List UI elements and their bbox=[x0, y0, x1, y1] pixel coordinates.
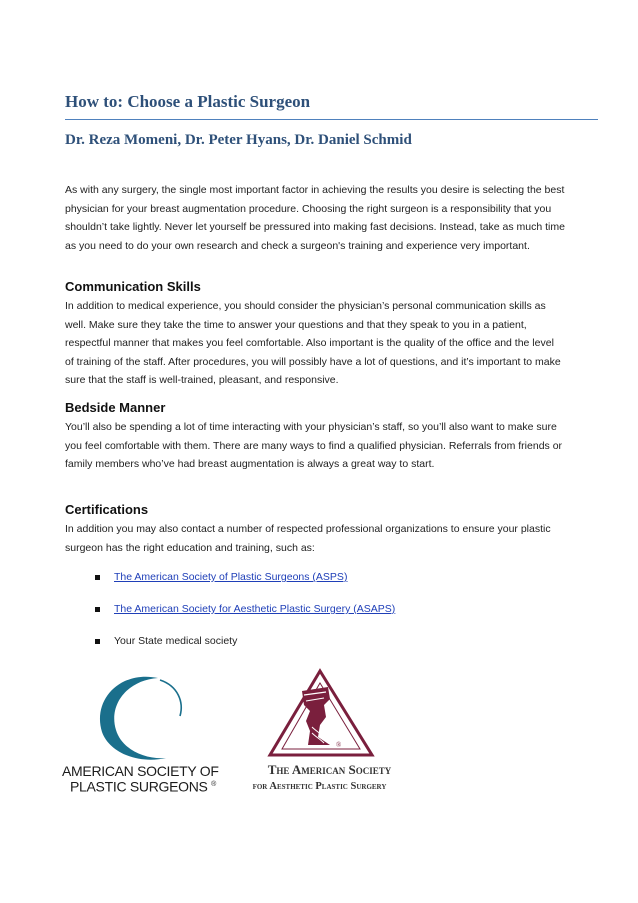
registered-mark: ® bbox=[211, 781, 217, 788]
asps-wordmark bbox=[62, 765, 222, 794]
heading-bedside-manner: Bedside Manner bbox=[65, 400, 166, 415]
square-bullet-icon bbox=[95, 575, 100, 580]
list-item bbox=[95, 632, 395, 650]
asps-logo bbox=[62, 672, 222, 794]
page-title: How to: Choose a Plastic Surgeon bbox=[65, 92, 311, 111]
state-medical-society-text: Your State medical society bbox=[114, 635, 238, 647]
heading-communication-skills: Communication Skills bbox=[65, 279, 201, 294]
asps-line-1: AMERICAN SOCIETY OF bbox=[62, 763, 219, 779]
paragraph-certifications: In addition you may also contact a number of respected professional organizations to ensure your plastic surgeon has the right education and training, such as: bbox=[65, 523, 551, 554]
authors-line: Dr. Reza Momeni, Dr. Peter Hyans, Dr. Daniel Schmid bbox=[65, 132, 412, 148]
list-item bbox=[95, 568, 395, 586]
asaps-line-1: The American Society bbox=[267, 762, 392, 777]
asps-link[interactable]: The American Society of Plastic Surgeons (ASPS) bbox=[114, 571, 348, 583]
organizations-list bbox=[95, 568, 395, 664]
title-divider bbox=[65, 119, 598, 120]
paragraph-bedside-manner: You’ll also be spending a lot of time interacting with your physician’s staff, so you’ll also want to make sure you feel comfortable with them. There are many ways to find a qualified physician. Referrals from friends or family members who’ve had breast augmentation is always a great way to start. bbox=[65, 421, 563, 471]
asps-swoosh-icon bbox=[62, 672, 222, 767]
asaps-nefertiti-icon bbox=[232, 665, 407, 761]
intro-paragraph: As with any surgery, the single most important factor in achieving the results you desire is selecting the best physician for your breast augmentation procedure. Choosing the right surgeon is a responsibility that you shouldn’t take lightly. Never let yourself be pressured into making fast decisions. Instead, take as much time as you need to do your own research and check a surgeon's training and experience very important. bbox=[65, 184, 565, 252]
square-bullet-icon bbox=[95, 639, 100, 644]
asaps-line-2: for Aesthetic Plastic Surgery bbox=[252, 781, 387, 792]
asaps-link[interactable]: The American Society for Aesthetic Plastic Surgery (ASAPS) bbox=[114, 603, 396, 615]
asaps-wordmark bbox=[232, 761, 407, 795]
asaps-logo bbox=[232, 665, 407, 795]
asps-line-2: PLASTIC SURGEONS bbox=[70, 778, 208, 795]
heading-certifications: Certifications bbox=[65, 502, 149, 517]
square-bullet-icon bbox=[95, 607, 100, 612]
list-item bbox=[95, 600, 395, 618]
paragraph-communication-skills: In addition to medical experience, you should consider the physician’s personal communication skills as well. Make sure they take the time to answer your questions and that they speak to you in a patient, respectful manner that makes you feel comfortable. Also important is the quality of the office and the level of training of the staff. After procedures, you will possibly have a lot of questions, and it’s important to make sure that the staff is well-trained, pleasant, and responsive. bbox=[65, 300, 561, 387]
registered-mark: ® bbox=[336, 741, 342, 749]
